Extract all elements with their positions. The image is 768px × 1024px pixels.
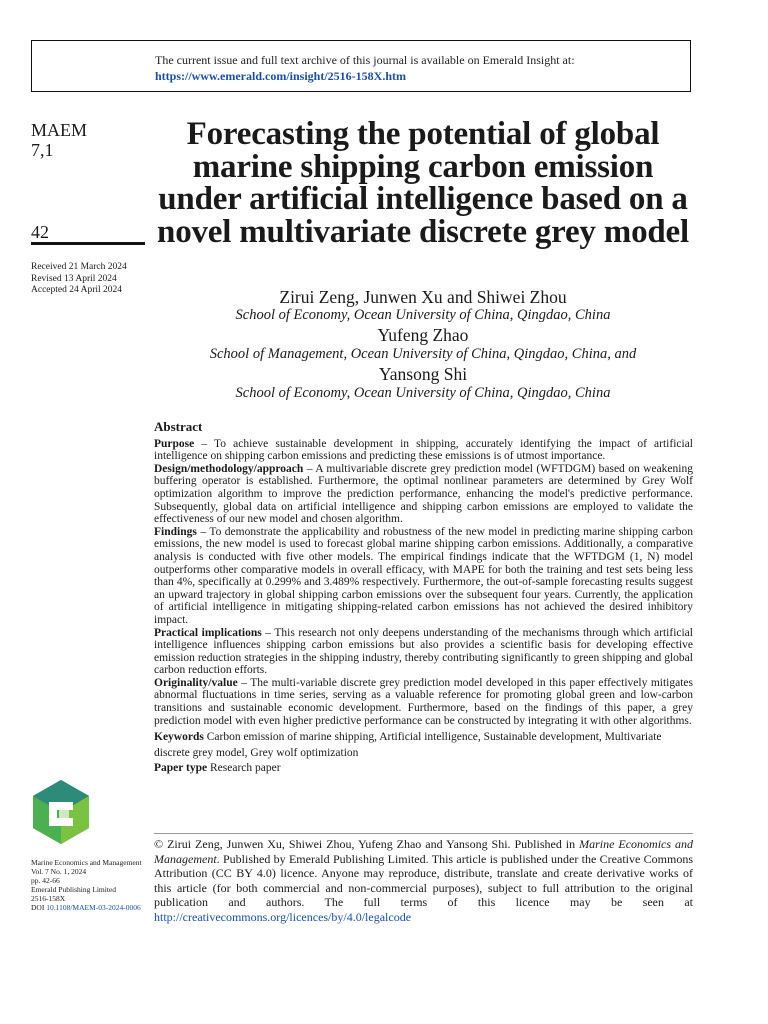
abstract-originality [154,677,693,727]
purpose-label: Purpose [154,437,195,450]
keywords-text: Carbon emission of marine shipping, Artificial intelligence, Sustainable development, Multivariate discrete grey model, Grey wolf optimization [154,731,662,759]
practical-label: Practical implications [154,626,262,639]
revised-date: Revised 13 April 2024 [31,273,117,284]
article-dates [31,262,127,297]
license-divider [154,833,693,834]
purpose-text: – To achieve sustainable development in shipping, accurately identifying the impact of artificial intelligence on shipping carbon emissions and predicting these emissions is of utmost importance. [154,437,693,463]
originality-label: Originality/value [154,676,238,689]
abstract-heading: Abstract [154,419,203,434]
license-text [154,837,693,924]
abstract [154,421,693,775]
journal-code: MAEM [31,120,88,140]
paper-type [154,762,693,775]
author-affiliation-3: School of Economy, Ocean University of China, Qingdao, China [235,385,611,401]
volume-issue: 7,1 [31,140,54,160]
author-affiliation-2: School of Management, Ocean University of China, Qingdao, China, and [209,346,637,362]
page-number: 42 [31,222,49,242]
journal-pages: pp. 42-66 [31,876,60,885]
accepted-date: Accepted 24 April 2024 [31,285,123,295]
author-names-3: Yansong Shi [378,364,468,384]
journal-url-link[interactable]: https://www.emerald.com/insight/2516-158X.htm [155,69,406,83]
abstract-practical [154,627,693,677]
paper-type-label: Paper type [154,762,208,775]
received-date: Received 21 March 2024 [31,262,127,272]
journal-info [31,858,151,912]
journal-issn: 2516-158X [31,894,66,903]
design-text: – A multivariable discrete grey prediction model (WFTDGM) based on weakening buffering operator is established. Furthermore, the optimal nonlinear parameters are determined by Grey Wolf optimization algorithm to improve the prediction performance, enhancing the model's predictive performance. Subsequently, global data on artificial intelligence and shipping carbon emissions are employed to validate the effectiveness of our new model and chosen algorithm. [154,462,693,526]
keywords-label: Keywords [154,731,204,744]
journal-code-block [31,120,87,160]
keywords [154,730,693,761]
findings-label: Findings [154,525,197,538]
journal-volume: Vol. 7 No. 1, 2024 [31,867,87,876]
journal-name: Marine Economics and Management [31,858,142,867]
originality-text: – The multi-variable discrete grey prediction model developed in this paper effectively mitigates abnormal fluctuations in time series, serving as a valuable reference for promoting global green and low-carbon transitions and sustainable economic development. Furthermore, based on the findings of this paper, a grey prediction model with even higher predictive performance can be constructed by integrating it with other algorithms. [154,676,693,727]
license-post: . Published by Emerald Publishing Limited. This article is published under the Creative Commons Attribution (CC BY 4.0) licence. Anyone may reproduce, distribute, translate and create derivative works of this article (for both commercial and non-commercial purposes), subject to full attribution to the original publication and authors. The full terms of this licence may be seen at [154,851,693,909]
doi-link[interactable]: 10.1108/MAEM-03-2024-0006 [46,903,141,912]
design-label: Design/methodology/approach [154,462,304,475]
findings-text: – To demonstrate the applicability and robustness of the new model in predicting marine shipping carbon emissions, the new model is used to forecast global marine shipping carbon emissions. Additionally, a comparative analysis is conducted with five other models. The empirical findings indicate that the WFTDGM (1, N) model outperforms other comparative models in overall efficacy, with MAPE for both the training and test sets being less than 4%, specifically at 0.299% and 3.489% respectively. Furthermore, the out-of-sample forecasting results suggest an upward trajectory in global shipping carbon emissions over the subsequent four years. Currently, the application of artificial intelligence in mitigating shipping-related carbon emissions has not achieved the desired inhibitory impact. [154,525,693,626]
journal-publisher: Emerald Publishing Limited [31,885,116,894]
abstract-design [154,463,693,526]
paper-type-value: Research paper [210,762,281,775]
practical-text: – This research not only deepens understanding of the mechanisms through which artificial intelligence influences shipping carbon emissions but also provides a scientific basis for developing effective emission reduction strategies in the shipping industry, thereby contributing significantly to green shipping and global carbon reduction efforts. [154,626,693,677]
doi-label: DOI [31,903,45,912]
abstract-purpose [154,438,693,463]
journal-notice-box [31,40,691,92]
author-names-1: Zirui Zeng, Junwen Xu and Shiwei Zhou [279,287,567,307]
license-link[interactable]: http://creativecommons.org/licences/by/4.0/legalcode [154,909,412,924]
journal-name-italic: Marine Economics and Management [154,837,693,866]
license-pre: © Zirui Zeng, Junwen Xu, Shiwei Zhou, Yufeng Zhao and Yansong Shi. Published in [154,837,580,851]
notice-text: The current issue and full text archive of this journal is available on Emerald Insight at: [155,53,575,67]
article-title: Forecasting the potential of global marine shipping carbon emission under artificial intelligence based on a novel multivariate discrete grey model [157,116,689,250]
page-number-rule [31,242,145,245]
journal-doi-line [31,903,151,912]
author-names-2: Yufeng Zhao [377,325,469,345]
journal-logo-icon [31,778,91,846]
author-affiliation-1: School of Economy, Ocean University of China, Qingdao, China [235,307,611,323]
abstract-findings [154,526,693,627]
